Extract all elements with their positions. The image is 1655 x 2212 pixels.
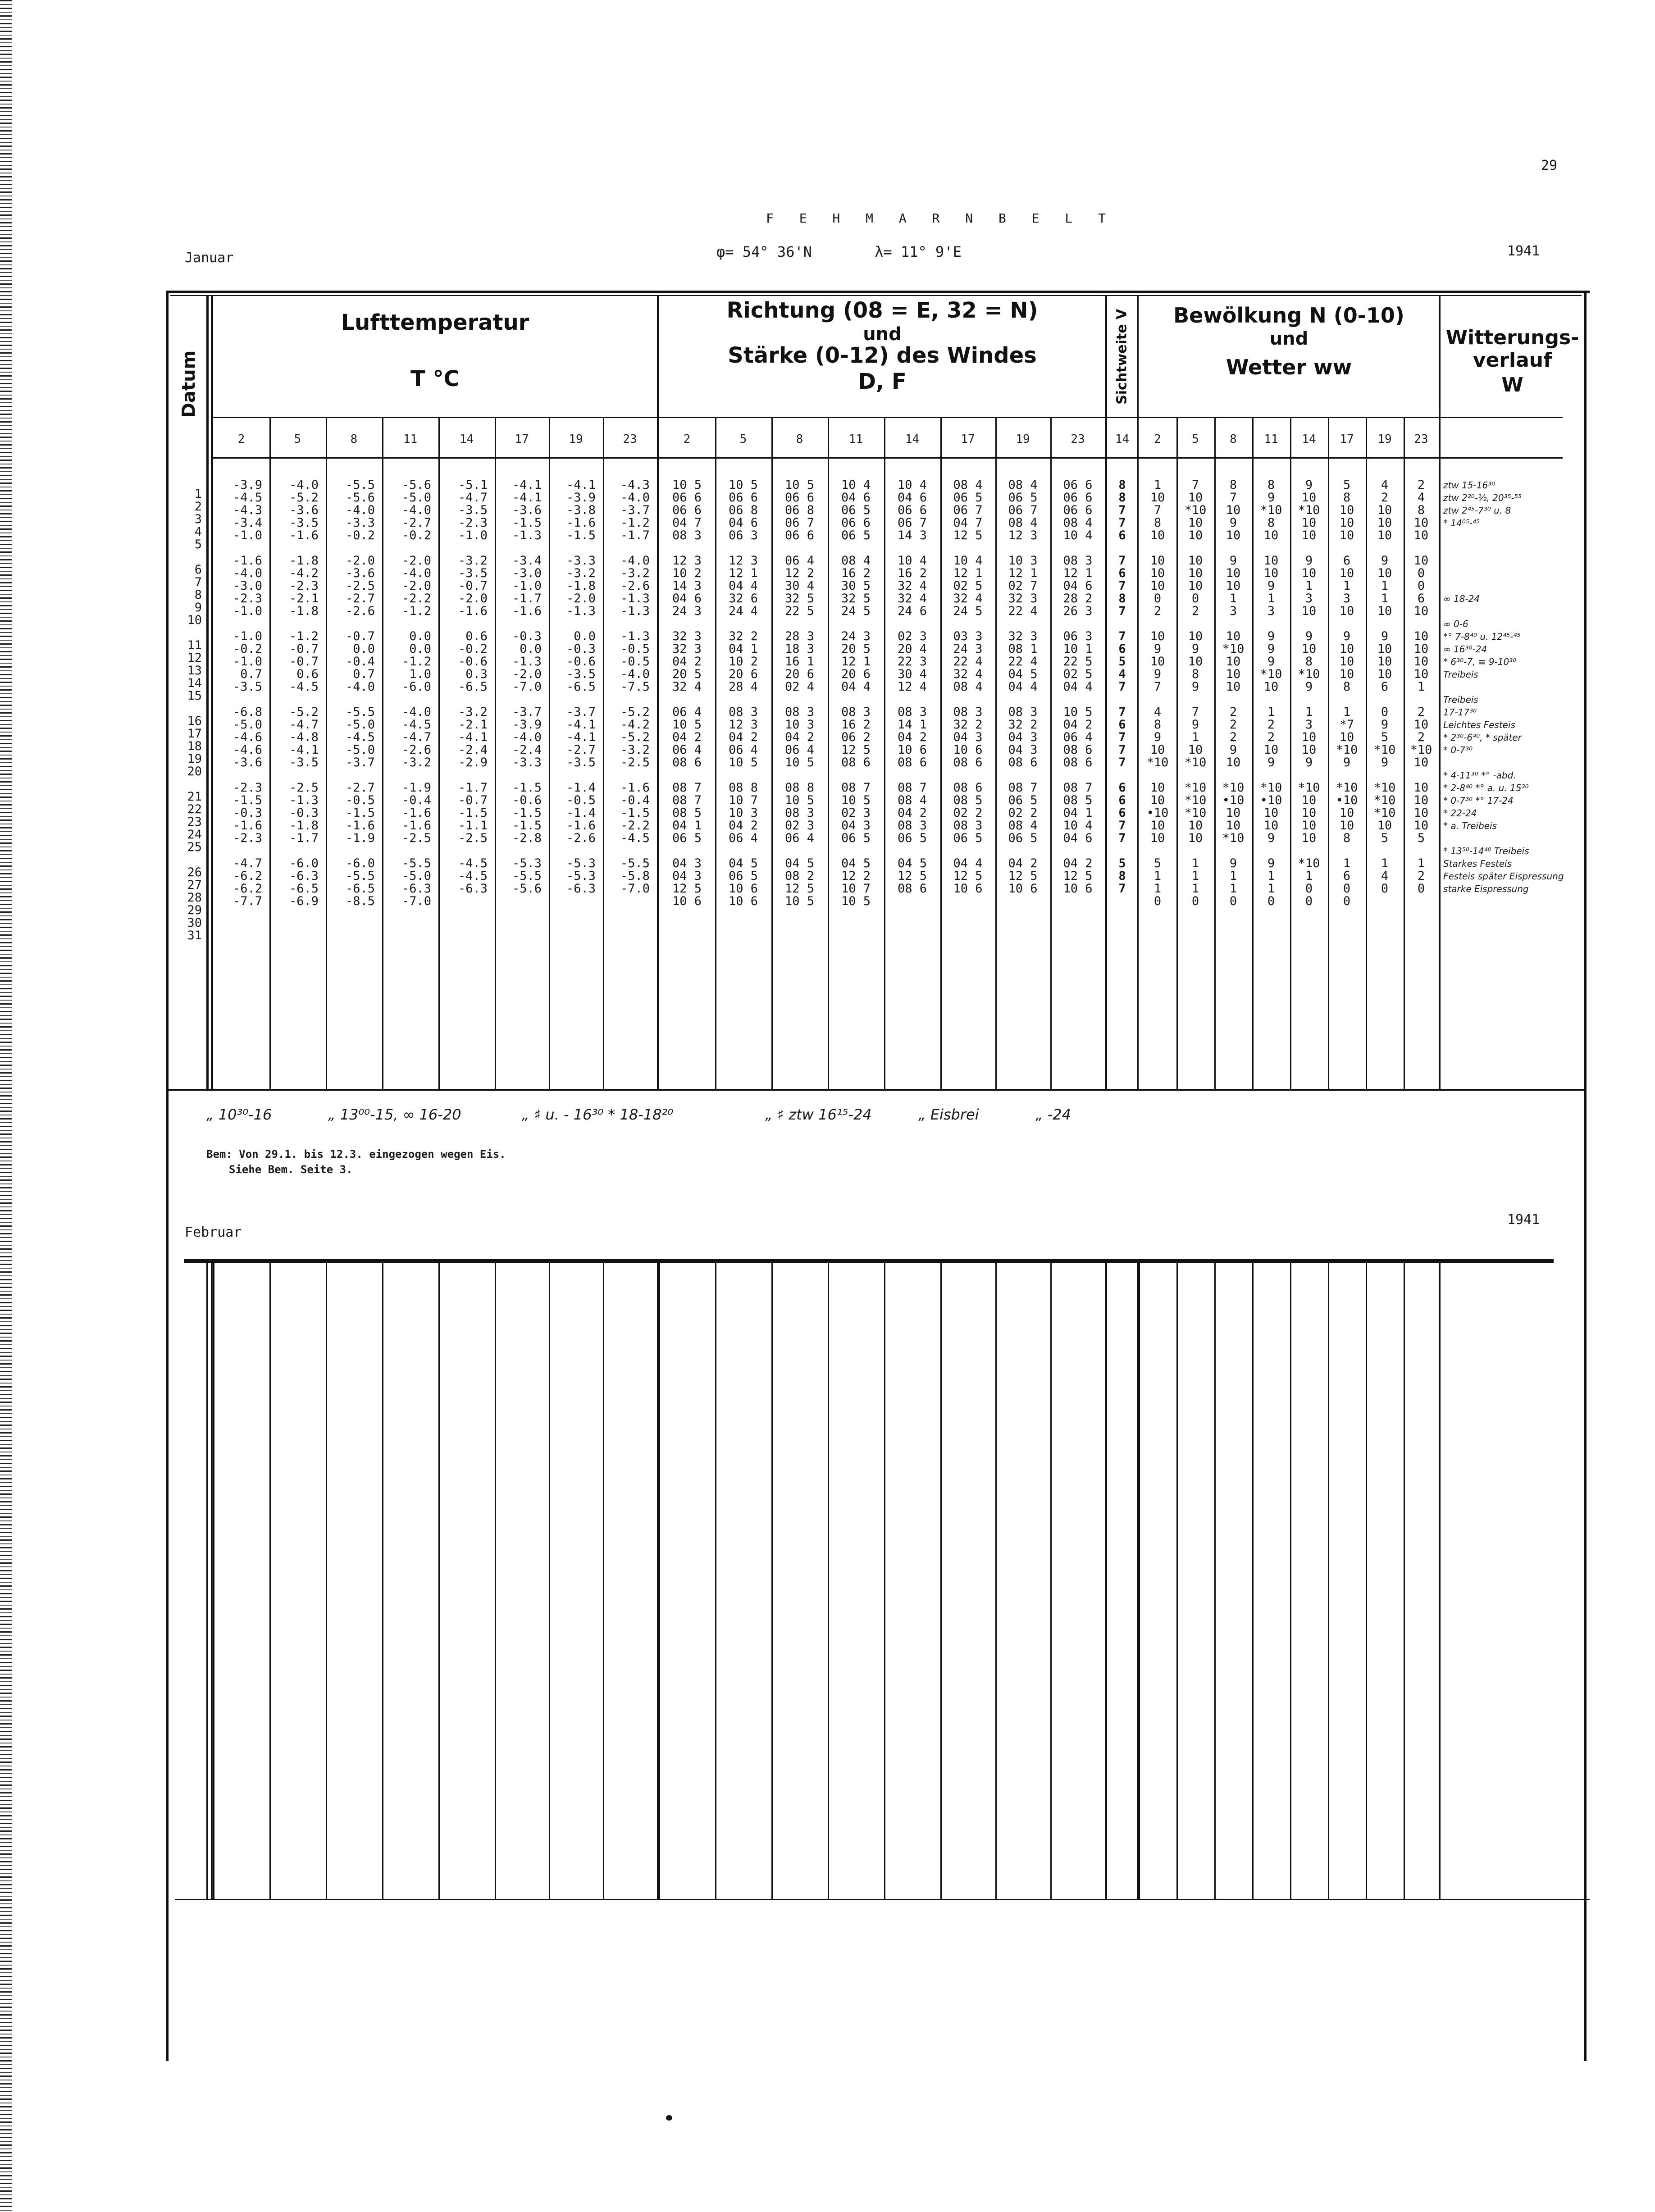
wind-col-divider	[771, 417, 773, 1090]
wit-header-2: verlauf	[1473, 349, 1552, 372]
station-name: F E H M A R N B E L T	[766, 211, 1115, 226]
cloud-hour-label: 5	[1192, 432, 1199, 446]
temp-values-8: -5.5 -5.6 -4.0 -3.3 -0.2 -2.0 -3.6 -2.5 -2.7 -2.6 -0.7 0.0 -0.4 0.7 -4.0 -5.5 -5.0 -4.5 -5.0 -3.7 -2.7 -0.5 -1.5 -1.6 -1.9 -6.0 -5.5 -6.5 -8.5	[345, 478, 375, 908]
wind-values-5: 10 5 06 6 06 8 04 6 06 3 12 3 12 1 04 4 32 6 24 4 32 2 04 1 10 2 20 6 28 4 08 3 12 3 04 2 06 4 10 5 08 8 10 7 10 3 04 2 06 4 04 5 06 5 10 6 10 6	[728, 478, 758, 908]
sicht-hour: 14	[1115, 432, 1130, 446]
cloud-values-19: 4 2 10 10 10 9 10 1 1 10 9 10 10 10 6 0 9 5 *10 9 *10 *10 *10 10 5 1 4 0	[1373, 478, 1396, 896]
cloud-header-2: und	[1269, 328, 1308, 349]
wind-hour-label: 5	[739, 432, 747, 446]
remark-line-2: Siehe Bem. Seite 3.	[229, 1163, 353, 1176]
month-january: Januar	[185, 250, 234, 266]
cloud-values-14: 9 10 *10 10 10 9 10 1 3 10 9 10 8 *10 9 1 3 10 10 9 *10 10 10 10 10 *10 1 0 0	[1298, 478, 1320, 908]
observation-table	[166, 291, 1590, 2061]
temp-col-divider	[549, 417, 550, 1090]
witterung-notes: ztw 15-16³⁰ ztw 2²⁰-½, 20³⁵-⁵⁵ ztw 2⁴⁵-7³⁰ u. 8 * 14⁰⁵-⁴⁵ ∞ 18-24 ∞ 0-6 *° 7-8⁴⁰ u. 12⁴⁵-⁴⁵ ∞ 16³⁰-24 * 6³⁰-7, ≡ 9-10³⁰ Treibeis Treibeis 17-17³⁰ Leichtes Festeis * 2³⁰-6⁴⁰, * später * 0-7³⁰ * 4-11³⁰ *° -abd. * 2-8⁴⁰ *° a. u. 15³⁰ * 0-7³⁰ *° 17-24 * 22-24 * a. Treibeis * 13⁵⁰-14⁴⁰ Treibeis Starkes Festeis Festeis später Eispressung starke Eispressung	[1443, 480, 1564, 894]
wind-hour-label: 17	[961, 432, 975, 446]
wind-values-11: 10 4 04 6 06 5 06 6 06 5 08 4 16 2 30 5 32 5 24 5 24 3 20 5 12 1 20 6 04 4 08 3 16 2 06 2 12 5 08 6 08 7 10 5 02 3 04 3 06 5 04 5 12 2 10 7 10 5	[841, 478, 871, 908]
footnote-3: „ ♯ u. - 16³⁰ * 18-18²⁰	[522, 1106, 674, 1123]
wind-col-divider	[884, 417, 885, 1090]
feb-col-divider	[603, 1259, 604, 1899]
temp-values-17: -4.1 -4.1 -3.6 -1.5 -1.3 -3.4 -3.0 -1.0 -1.7 -1.6 -0.3 0.0 -1.3 -2.0 -7.0 -3.7 -3.9 -4.0 -2.4 -3.3 -1.5 -0.6 -1.5 -1.5 -2.8 -5.3 -5.5 -5.6	[512, 478, 542, 896]
datum-line-b	[211, 296, 213, 1090]
latitude: φ= 54° 36'N	[716, 243, 812, 260]
wind-header-2: und	[863, 324, 902, 345]
wind-col-divider	[995, 417, 997, 1090]
cloud-hour-label: 8	[1230, 432, 1237, 446]
temp-hour-label: 2	[237, 432, 245, 446]
feb-col-divider	[1214, 1259, 1216, 1899]
footnote-4: „ ♯ ztw 16¹⁵-24	[765, 1106, 872, 1123]
datum-line-a	[206, 296, 209, 1090]
feb-col-divider	[438, 1259, 440, 1899]
cloud-hour-label: 19	[1377, 432, 1392, 446]
temp-values-5: -4.0 -5.2 -3.6 -3.5 -1.6 -1.8 -4.2 -2.3 -2.1 -1.8 -1.2 -0.7 -0.7 0.6 -4.5 -5.2 -4.7 -4.8 -4.1 -3.5 -2.5 -1.3 -0.3 -1.8 -1.7 -6.0 -6.3 -6.5 -6.9	[289, 478, 319, 908]
temp-values-23: -4.3 -4.0 -3.7 -1.2 -1.7 -4.0 -3.2 -2.6 -1.3 -1.3 -1.3 -0.5 -0.5 -4.0 -7.5 -5.2 -4.2 -5.2 -3.2 -2.5 -1.6 -0.4 -1.5 -2.2 -4.5 -5.5 -5.8 -7.0	[620, 478, 650, 896]
feb-col-divider	[1050, 1259, 1052, 1899]
year-february: 1941	[1507, 1212, 1540, 1228]
temp-hour-label: 14	[459, 432, 474, 446]
feb-group-divider	[1137, 1259, 1139, 1899]
cloud-hour-label: 14	[1302, 432, 1316, 446]
feb-col-divider	[1290, 1259, 1291, 1899]
temp-col-divider	[382, 417, 383, 1090]
temp-col-divider	[438, 417, 440, 1090]
frame-top	[166, 291, 1590, 293]
wind-col-divider	[715, 417, 716, 1090]
scan-dot	[666, 2115, 672, 2121]
sicht-cloud-line	[1137, 296, 1139, 1090]
month-february: Februar	[185, 1224, 242, 1240]
feb-group-divider	[211, 1259, 213, 1899]
feb-group-divider	[657, 1259, 659, 1899]
feb-col-divider	[1139, 1259, 1140, 1899]
temp-title: Lufttemperatur	[341, 310, 529, 335]
cloud-col-divider	[1290, 417, 1291, 1090]
february-top-line	[184, 1259, 1554, 1263]
cloud-values-17: 5 8 10 10 10 6 10 1 3 10 9 10 10 10 8 1 *7 10 *10 9 *10 •10 10 10 8 1 6 0 0	[1336, 478, 1358, 908]
wind-col-divider	[1050, 417, 1052, 1090]
cloud-col-divider	[1176, 417, 1178, 1090]
temp-col-divider	[603, 417, 604, 1090]
wind-header-4: D, F	[858, 369, 907, 394]
cloud-col-divider	[1252, 417, 1254, 1090]
temp-col-divider	[269, 417, 271, 1090]
cloud-values-2: 1 10 7 8 10 10 10 10 0 2 10 9 10 9 7 4 8 9 10 *10 10 10 •10 10 10 5 1 1 0	[1146, 478, 1169, 908]
header-sep-1	[211, 417, 1563, 418]
feb-col-divider	[549, 1259, 550, 1899]
feb-group-divider	[1105, 1259, 1107, 1899]
cloud-values-11: 8 9 *10 8 10 10 10 9 1 3 9 9 9 *10 10 1 2 2 10 9 *10 •10 10 10 9 9 1 1 0	[1260, 478, 1282, 908]
temp-hour-label: 23	[623, 432, 637, 446]
feb-col-divider	[269, 1259, 271, 1899]
wind-header-3: Stärke (0-12) des Windes	[728, 343, 1037, 368]
temp-hour-label: 17	[515, 432, 529, 446]
wind-hour-label: 19	[1016, 432, 1030, 446]
feb-col-divider	[771, 1259, 773, 1899]
frame-inner-top	[170, 295, 1582, 296]
feb-col-divider	[1328, 1259, 1329, 1899]
wind-header-1: Richtung (08 = E, 32 = N)	[726, 298, 1038, 323]
feb-col-divider	[659, 1259, 660, 1899]
footnote-2: „ 13⁰⁰-15, ∞ 16-20	[328, 1106, 461, 1123]
cloud-header-1: Bewölkung N (0-10)	[1173, 303, 1404, 328]
wind-hour-label: 2	[683, 432, 691, 446]
temp-values-14: -5.1 -4.7 -3.5 -2.3 -1.0 -3.2 -3.5 -0.7 -2.0 -1.6 0.6 -0.2 -0.6 0.3 -6.5 -3.2 -2.1 -4.1 -2.4 -2.9 -1.7 -0.7 -1.5 -1.1 -2.5 -4.5 -4.5 -6.3	[458, 478, 488, 896]
feb-group-divider	[1439, 1259, 1441, 1899]
scan-edge	[0, 0, 12, 2212]
temp-col-divider	[495, 417, 496, 1090]
day-numbers: 1 2 3 4 5 6 7 8 9 10 11 12 13 14 15 16 17 18 19 20 21 22 23 24 25 26 27 28 29 30 31	[187, 487, 202, 942]
cloud-col-divider	[1214, 417, 1216, 1090]
wind-values-17: 08 4 06 5 06 7 04 7 12 5 10 4 12 1 02 5 32 4 24 5 03 3 24 3 22 4 32 4 08 4 08 3 32 2 04 3 10 6 08 6 08 6 08 5 02 2 08 3 06 5 04 4 12 5 10 6	[953, 478, 983, 896]
wind-hour-label: 8	[796, 432, 803, 446]
january-end-line	[169, 1089, 1587, 1091]
feb-group-divider	[206, 1259, 208, 1899]
cloud-hour-label: 11	[1264, 432, 1278, 446]
sicht-values: 8 8 7 7 6 7 6 7 8 7 7 6 5 4 7 7 6 7 7 7 6 6 6 7 7 5 8 7	[1118, 478, 1126, 896]
feb-col-divider	[1252, 1259, 1254, 1899]
feb-col-divider	[326, 1259, 327, 1899]
wind-col-divider	[940, 417, 942, 1090]
wind-col-divider	[828, 417, 829, 1090]
cloud-values-5: 7 10 *10 10 10 10 10 10 0 2 10 9 10 8 9 7 9 1 10 *10 *10 *10 *10 10 10 1 1 1 0	[1184, 478, 1207, 908]
wind-values-19: 08 4 06 5 06 7 08 4 12 3 10 3 12 1 02 7 32 3 22 4 32 3 08 1 22 4 04 5 04 4 08 3 32 2 04 3 04 3 08 6 08 7 06 5 02 2 08 4 06 5 04 2 12 5 10 6	[1008, 478, 1038, 896]
cloud-col-divider	[1328, 417, 1329, 1090]
datum-header	[176, 349, 203, 426]
wind-hour-label: 23	[1071, 432, 1085, 446]
cloud-hour-label: 2	[1154, 432, 1161, 446]
feb-col-divider	[382, 1259, 383, 1899]
datum-label: Datum	[178, 350, 200, 418]
feb-col-divider	[1404, 1259, 1405, 1899]
feb-col-divider	[1366, 1259, 1367, 1899]
feb-col-divider	[495, 1259, 496, 1899]
feb-col-divider	[884, 1259, 885, 1899]
cloud-wit-line	[1439, 296, 1441, 1090]
cloud-hour-label: 17	[1340, 432, 1354, 446]
temp-values-11: -5.6 -5.0 -4.0 -2.7 -0.2 -2.0 -4.0 -2.0 -2.2 -1.2 0.0 0.0 -1.2 1.0 -6.0 -4.0 -4.5 -4.7 -2.6 -3.2 -1.9 -0.4 -1.6 -1.6 -2.5 -5.5 -5.0 -6.3 -7.0	[401, 478, 431, 908]
wind-values-8: 10 5 06 6 06 8 06 7 06 6 06 4 12 2 30 4 32 5 22 5 28 3 18 3 16 1 20 6 02 4 08 3 10 3 04 2 06 4 10 5 08 8 10 5 08 3 02 3 06 4 04 5 08 2 12 5 10 5	[784, 478, 815, 908]
sicht-header	[1108, 300, 1137, 417]
temp-hour-label: 19	[569, 432, 583, 446]
wind-sicht-line	[1105, 296, 1107, 1090]
cloud-col-divider	[1366, 417, 1367, 1090]
temp-hour-label: 8	[350, 432, 358, 446]
temp-wind-line	[657, 296, 659, 1090]
feb-col-divider	[213, 1259, 214, 1899]
page-number: 29	[1541, 158, 1558, 173]
remark-line-1: Bem: Von 29.1. bis 12.3. eingezogen wegen Eis.	[206, 1148, 506, 1161]
temp-unit: T °C	[410, 366, 460, 391]
feb-col-divider	[940, 1259, 942, 1899]
temp-values-2: -3.9 -4.5 -4.3 -3.4 -1.0 -1.6 -4.0 -3.0 -2.3 -1.0 -1.0 -0.2 -1.0 0.7 -3.5 -6.8 -5.0 -4.6 -4.6 -3.6 -2.3 -1.5 -0.3 -1.6 -2.3 -4.7 -6.2 -6.2 -7.7	[233, 478, 262, 908]
sicht-label: Sichtweite V	[1114, 309, 1130, 405]
february-bottom-line	[175, 1899, 1590, 1900]
cloud-values-8: 8 7 10 9 10 9 10 10 1 3 10 *10 10 10 10 2 2 2 9 10 *10 •10 10 10 *10 9 1 1 0	[1222, 478, 1245, 908]
cloud-header-3: Wetter ww	[1226, 355, 1352, 379]
footnote-5: „ Eisbrei	[918, 1106, 979, 1123]
wind-values-23: 06 6 06 6 06 6 08 4 10 4 08 3 12 1 04 6 28 2 26 3 06 3 10 1 22 5 02 5 04 4 10 5 04 2 06 4 08 6 08 6 08 7 08 5 04 1 10 4 04 6 04 2 12 5 10 6	[1063, 478, 1093, 896]
frame-left	[166, 291, 169, 2061]
wit-header-1: Witterungs-	[1445, 326, 1579, 349]
footnote-1: „ 10³⁰-16	[206, 1106, 272, 1123]
header-sep-2	[211, 457, 1563, 459]
feb-col-divider	[715, 1259, 716, 1899]
cloud-hour-label: 23	[1414, 432, 1428, 446]
cloud-col-divider	[1404, 417, 1405, 1090]
frame-right	[1584, 291, 1587, 2061]
wit-header-3: W	[1501, 373, 1523, 396]
feb-col-divider	[828, 1259, 829, 1899]
temp-values-19: -4.1 -3.9 -3.8 -1.6 -1.5 -3.3 -3.2 -1.8 -2.0 -1.3 0.0 -0.3 -0.6 -3.5 -6.5 -3.7 -4.1 -4.1 -2.7 -3.5 -1.4 -0.5 -1.4 -1.6 -2.6 -5.3 -5.3 -6.3	[566, 478, 596, 896]
wind-hour-label: 11	[848, 432, 863, 446]
footnote-6: „ -24	[1035, 1106, 1071, 1123]
year-january: 1941	[1507, 243, 1540, 259]
temp-hour-label: 5	[294, 432, 301, 446]
wind-hour-label: 14	[905, 432, 920, 446]
feb-col-divider	[1176, 1259, 1178, 1899]
wind-values-2: 10 5 06 6 06 6 04 7 08 3 12 3 10 2 14 3 04 6 24 3 32 3 32 3 04 2 20 5 32 4 06 4 10 5 04 2 06 4 08 6 08 7 08 7 08 5 04 1 06 5 04 3 04 3 12 5 10 6	[672, 478, 702, 908]
longitude: λ= 11° 9'E	[875, 243, 962, 260]
feb-col-divider	[995, 1259, 997, 1899]
temp-hour-label: 11	[403, 432, 418, 446]
temp-col-divider	[326, 417, 327, 1090]
wind-values-14: 10 4 04 6 06 6 06 7 14 3 10 4 16 2 32 4 32 4 24 6 02 3 20 4 22 3 30 4 12 4 08 3 14 1 04 2 10 6 08 6 08 7 08 4 04 2 08 3 06 5 04 5 12 5 08 6	[897, 478, 927, 896]
cloud-values-23: 2 4 8 10 10 10 0 0 6 10 10 10 10 10 1 2 10 2 *10 10 10 10 10 10 5 1 2 0	[1410, 478, 1432, 896]
coordinates	[716, 243, 1016, 260]
